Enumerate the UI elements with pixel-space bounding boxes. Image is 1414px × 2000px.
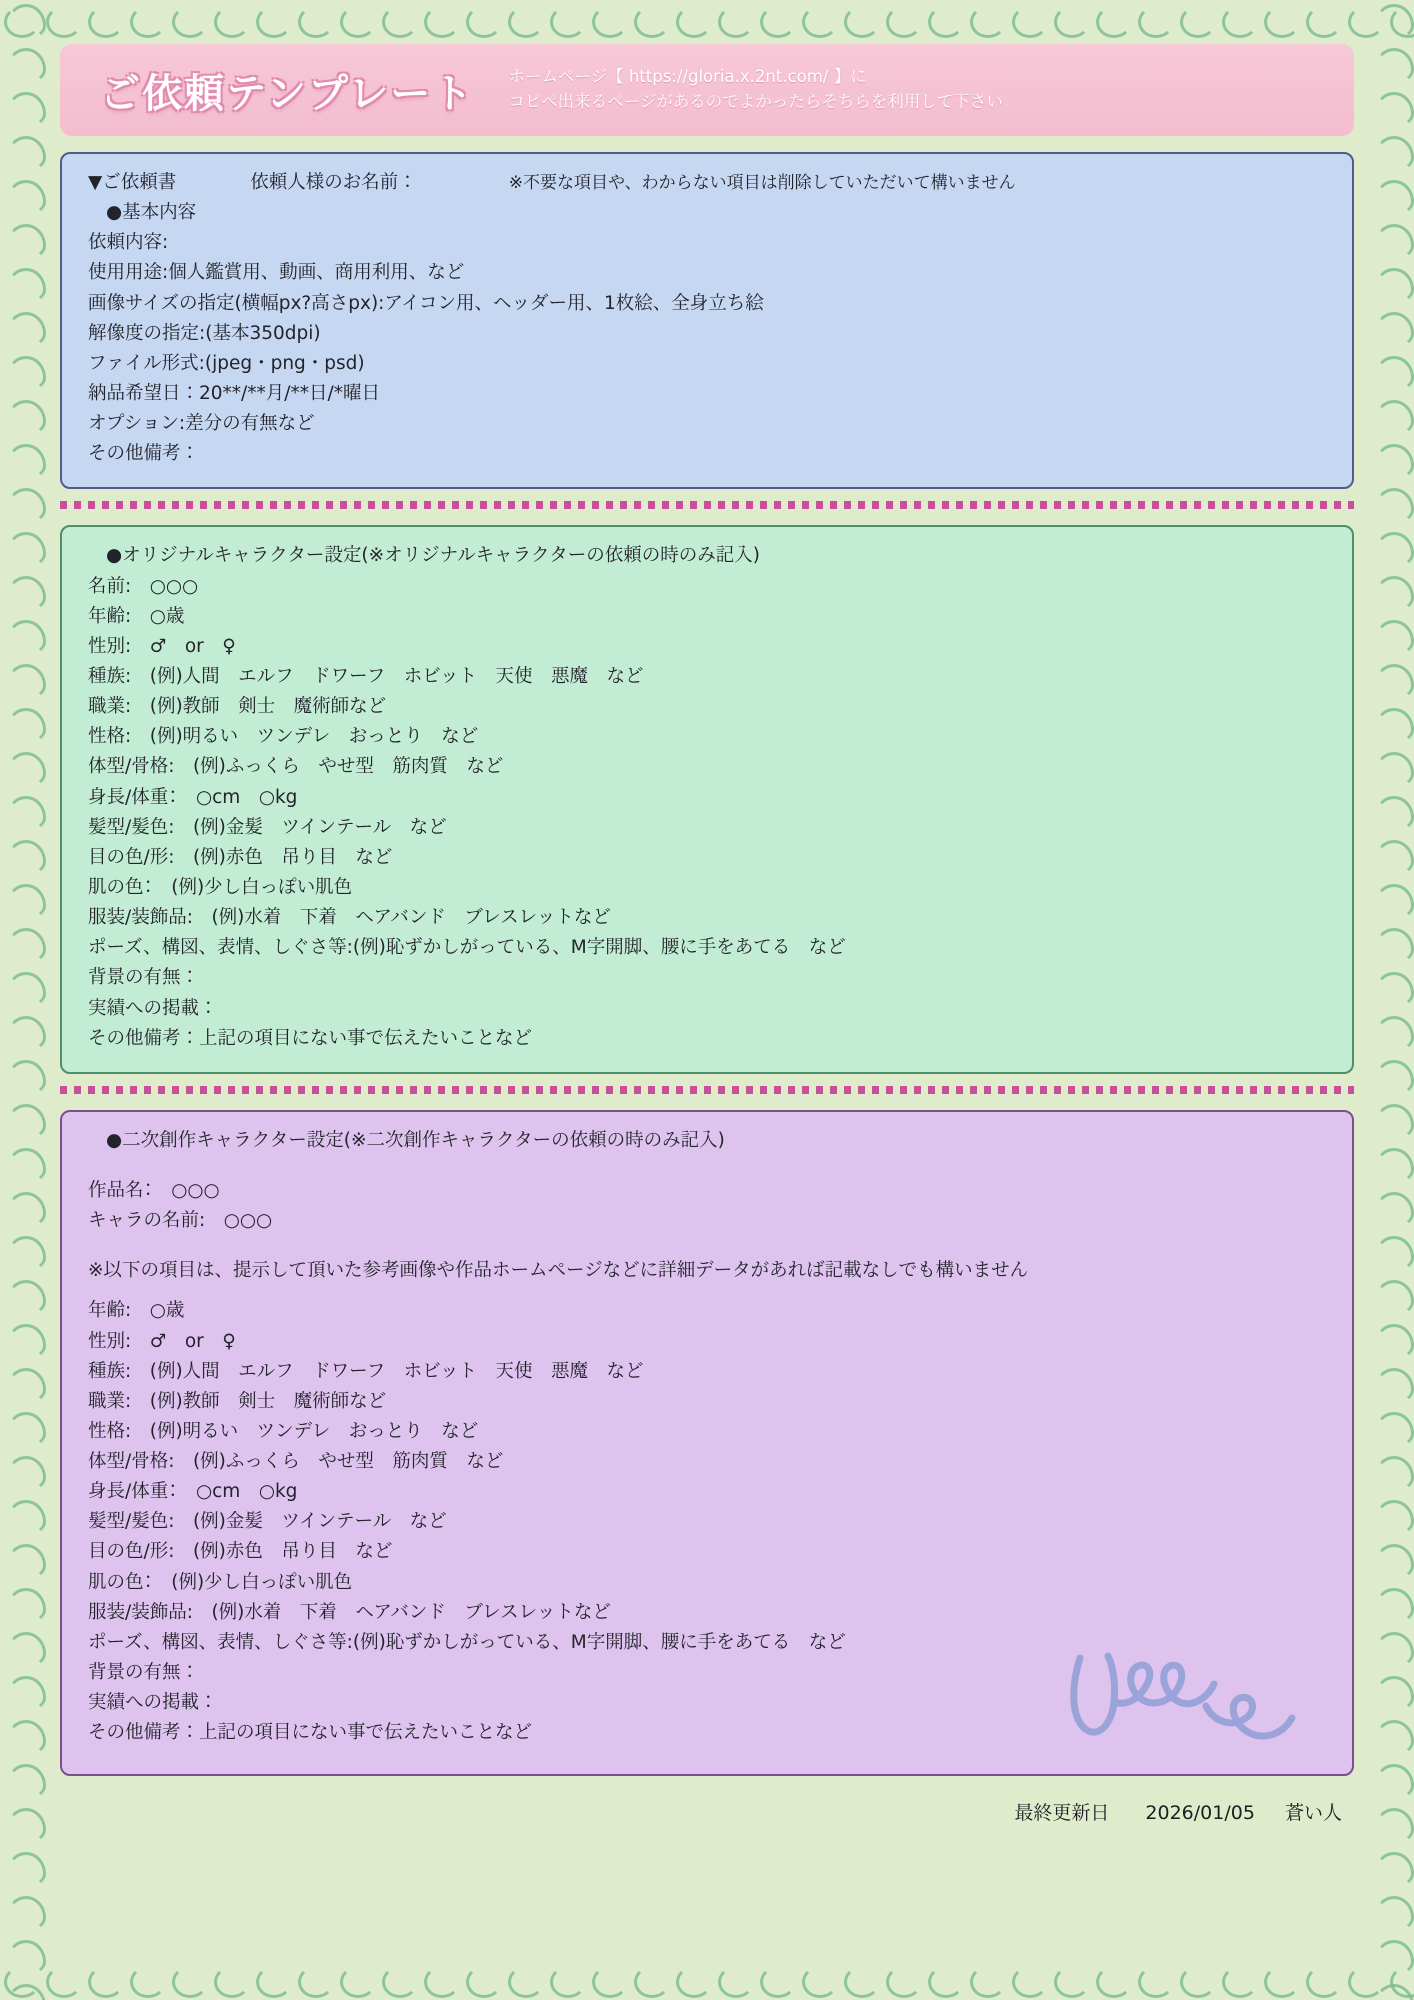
border-squiggle-icon bbox=[1374, 1368, 1414, 1404]
border-squiggle-icon bbox=[1374, 884, 1414, 920]
border-squiggle-icon bbox=[6, 1236, 46, 1272]
original-line: 肌の色： (例)少し白っぽい肌色 bbox=[88, 876, 353, 898]
border-squiggle-icon bbox=[256, 1966, 292, 1998]
border-squiggle-icon bbox=[1374, 1148, 1414, 1184]
border-squiggle-icon bbox=[4, 1966, 40, 1998]
border-squiggle-icon bbox=[298, 1966, 334, 1998]
fan-character-panel bbox=[60, 1110, 1354, 1777]
border-squiggle-icon bbox=[6, 1544, 46, 1580]
border-squiggle-icon bbox=[6, 400, 46, 436]
border-squiggle-icon bbox=[6, 752, 46, 788]
border-squiggle-icon bbox=[6, 268, 46, 304]
border-squiggle-icon bbox=[1374, 972, 1414, 1008]
border-squiggle-icon bbox=[1374, 1896, 1414, 1932]
border-squiggle-icon bbox=[1374, 1588, 1414, 1624]
fan-line: 年齢: ○歳 bbox=[88, 1300, 185, 1322]
border-squiggle-icon bbox=[1374, 444, 1414, 480]
original-line: 目の色/形: (例)赤色 吊り目 など bbox=[88, 846, 393, 868]
border-squiggle-icon bbox=[6, 1632, 46, 1668]
border-squiggle-icon bbox=[1374, 312, 1414, 348]
footer bbox=[60, 1798, 1342, 1825]
border-squiggle-icon bbox=[1138, 1966, 1174, 1998]
border-squiggle-icon bbox=[1374, 1676, 1414, 1712]
section-divider bbox=[60, 1086, 1354, 1094]
border-squiggle-icon bbox=[1374, 532, 1414, 568]
border-squiggle-icon bbox=[1374, 1192, 1414, 1228]
border-squiggle-icon bbox=[6, 1808, 46, 1844]
border-squiggle-icon bbox=[4, 6, 40, 38]
border-squiggle-icon bbox=[1374, 488, 1414, 524]
homepage-note bbox=[508, 65, 1002, 115]
basic-line: 納品希望日：20**/**月/**日/*曜日 bbox=[88, 382, 380, 404]
border-squiggle-icon bbox=[130, 1966, 166, 1998]
border-squiggle-icon bbox=[1374, 1500, 1414, 1536]
fan-line: 髪型/髪色: (例)金髪 ツインテール など bbox=[88, 1511, 447, 1533]
fan-work-title: 作品名： ○○○ bbox=[88, 1179, 220, 1201]
border-squiggle-icon bbox=[1374, 1808, 1414, 1844]
border-squiggle-icon bbox=[6, 444, 46, 480]
fan-line: 肌の色： (例)少し白っぽい肌色 bbox=[88, 1571, 353, 1593]
border-squiggle-icon bbox=[6, 1896, 46, 1932]
fan-character-name: キャラの名前: ○○○ bbox=[88, 1210, 273, 1232]
original-line: 性別: ♂ or ♀ bbox=[88, 635, 236, 657]
request-doc-label: ▼ご依頼書 bbox=[88, 172, 177, 193]
basic-section-title: ●基本内容 bbox=[106, 202, 197, 224]
border-squiggle-icon bbox=[1390, 6, 1414, 38]
border-squiggle-icon bbox=[886, 1966, 922, 1998]
border-squiggle-icon bbox=[6, 1192, 46, 1228]
page-header bbox=[60, 44, 1354, 136]
border-squiggle-icon bbox=[6, 840, 46, 876]
border-squiggle-icon bbox=[844, 1966, 880, 1998]
border-squiggle-icon bbox=[6, 1280, 46, 1316]
border-squiggle-icon bbox=[6, 708, 46, 744]
border-squiggle-icon bbox=[1374, 664, 1414, 700]
border-squiggle-icon bbox=[1374, 1324, 1414, 1360]
border-squiggle-icon bbox=[1374, 1456, 1414, 1492]
basic-line: 解像度の指定:(基本350dpi) bbox=[88, 322, 321, 344]
border-squiggle-icon bbox=[1374, 1280, 1414, 1316]
border-squiggle-icon bbox=[6, 884, 46, 920]
border-squiggle-icon bbox=[1374, 1104, 1414, 1140]
border-squiggle-icon bbox=[6, 928, 46, 964]
fan-section-title: ●二次創作キャラクター設定(※二次創作キャラクターの依頼の時のみ記入) bbox=[106, 1129, 725, 1151]
homepage-note-line1: ホームページ【 https://gloria.x.2nt.com/ 】に bbox=[508, 67, 867, 87]
fan-line: 性格: (例)明るい ツンデレ おっとり など bbox=[88, 1420, 479, 1442]
border-squiggle-icon bbox=[172, 1966, 208, 1998]
original-character-panel bbox=[60, 525, 1354, 1073]
fan-line: 体型/骨格: (例)ふっくら やせ型 筋肉質 など bbox=[88, 1451, 504, 1473]
border-squiggle-icon bbox=[1348, 1966, 1384, 1998]
border-squiggle-icon bbox=[1374, 1720, 1414, 1756]
border-squiggle-icon bbox=[1264, 1966, 1300, 1998]
border-squiggle-icon bbox=[6, 224, 46, 260]
border-squiggle-icon bbox=[1374, 796, 1414, 832]
border-squiggle-icon bbox=[1390, 1966, 1414, 1998]
border-squiggle-icon bbox=[6, 1720, 46, 1756]
fan-line: 服装/装飾品: (例)水着 下着 ヘアバンド ブレスレットなど bbox=[88, 1601, 611, 1623]
fan-line: 実績への掲載： bbox=[88, 1692, 218, 1714]
fan-line: 身長/体重： ○cm ○kg bbox=[88, 1481, 298, 1503]
border-squiggle-icon bbox=[1374, 400, 1414, 436]
fan-line: 性別: ♂ or ♀ bbox=[88, 1330, 236, 1352]
basic-line: 依頼内容: bbox=[88, 232, 169, 254]
original-line: 性格: (例)明るい ツンデレ おっとり など bbox=[88, 726, 479, 748]
border-squiggle-icon bbox=[6, 796, 46, 832]
border-squiggle-icon bbox=[6, 312, 46, 348]
border-squiggle-icon bbox=[1374, 1852, 1414, 1888]
border-squiggle-icon bbox=[1374, 620, 1414, 656]
author-name: 蒼い人 bbox=[1284, 1802, 1342, 1825]
border-squiggle-icon bbox=[6, 1324, 46, 1360]
border-squiggle-icon bbox=[6, 972, 46, 1008]
border-squiggle-icon bbox=[6, 1764, 46, 1800]
template-page bbox=[46, 30, 1368, 1970]
border-squiggle-icon bbox=[760, 1966, 796, 1998]
border-squiggle-icon bbox=[1374, 92, 1414, 128]
section-divider bbox=[60, 501, 1354, 509]
border-squiggle-icon bbox=[1012, 1966, 1048, 1998]
border-squiggle-icon bbox=[1374, 928, 1414, 964]
border-squiggle-icon bbox=[6, 532, 46, 568]
original-section-title: ●オリジナルキャラクター設定(※オリジナルキャラクターの依頼の時のみ記入) bbox=[106, 545, 760, 567]
border-squiggle-icon bbox=[1180, 1966, 1216, 1998]
page-title: ご依頼テンプレート bbox=[100, 70, 475, 117]
fan-line: 種族: (例)人間 エルフ ドワーフ ホビット 天使 悪魔 など bbox=[88, 1360, 644, 1382]
request-form-header-row bbox=[88, 168, 1326, 198]
border-squiggle-icon bbox=[6, 1368, 46, 1404]
border-squiggle-icon bbox=[508, 1966, 544, 1998]
border-squiggle-icon bbox=[6, 1588, 46, 1624]
fan-line: ポーズ、構図、表情、しぐさ等:(例)恥ずかしがっている、M字開脚、腰に手をあてる など bbox=[88, 1631, 846, 1653]
border-squiggle-icon bbox=[1222, 1966, 1258, 1998]
border-squiggle-icon bbox=[634, 1966, 670, 1998]
original-line: ポーズ、構図、表情、しぐさ等:(例)恥ずかしがっている、M字開脚、腰に手をあてる など bbox=[88, 937, 846, 959]
border-squiggle-icon bbox=[6, 92, 46, 128]
original-line: 職業: (例)教師 剣士 魔術師など bbox=[88, 696, 387, 718]
fan-line: 背景の有無： bbox=[88, 1662, 200, 1684]
border-squiggle-icon bbox=[6, 1060, 46, 1096]
border-squiggle-icon bbox=[6, 1456, 46, 1492]
original-line: 年齢: ○歳 bbox=[88, 605, 185, 627]
original-line: 身長/体重： ○cm ○kg bbox=[88, 786, 298, 808]
fan-line: その他備考：上記の項目にない事で伝えたいことなど bbox=[88, 1722, 533, 1744]
client-name-label: 依頼人様のお名前： bbox=[250, 172, 417, 193]
fan-notice: ※以下の項目は、提示して頂いた参考画像や作品ホームページなどに詳細データがあれば記載なしでも構いません bbox=[88, 1260, 1029, 1282]
border-squiggle-icon bbox=[6, 1104, 46, 1140]
border-squiggle-icon bbox=[1374, 708, 1414, 744]
original-line: 実績への掲載： bbox=[88, 997, 218, 1019]
border-squiggle-icon bbox=[1374, 840, 1414, 876]
border-squiggle-icon bbox=[1374, 180, 1414, 216]
last-updated-label: 最終更新日 bbox=[1014, 1802, 1110, 1825]
basic-info-panel bbox=[60, 152, 1354, 489]
border-squiggle-icon bbox=[424, 1966, 460, 1998]
fan-line: 目の色/形: (例)赤色 吊り目 など bbox=[88, 1541, 393, 1563]
border-squiggle-icon bbox=[6, 620, 46, 656]
border-squiggle-icon bbox=[6, 48, 46, 84]
border-squiggle-icon bbox=[6, 664, 46, 700]
border-squiggle-icon bbox=[1374, 1412, 1414, 1448]
border-squiggle-icon bbox=[6, 1852, 46, 1888]
border-squiggle-icon bbox=[1054, 1966, 1090, 1998]
basic-line: 画像サイズの指定(横幅px?高さpx):アイコン用、ヘッダー用、1枚絵、全身立ち絵 bbox=[88, 292, 764, 314]
border-squiggle-icon bbox=[1374, 1016, 1414, 1052]
border-squiggle-icon bbox=[550, 1966, 586, 1998]
border-squiggle-icon bbox=[1306, 1966, 1342, 1998]
border-squiggle-icon bbox=[340, 1966, 376, 1998]
fan-line: 職業: (例)教師 剣士 魔術師など bbox=[88, 1390, 387, 1412]
border-squiggle-icon bbox=[1374, 1544, 1414, 1580]
original-line: その他備考：上記の項目にない事で伝えたいことなど bbox=[88, 1027, 533, 1049]
border-squiggle-icon bbox=[6, 1412, 46, 1448]
border-squiggle-icon bbox=[802, 1966, 838, 1998]
border-squiggle-icon bbox=[970, 1966, 1006, 1998]
border-squiggle-icon bbox=[6, 136, 46, 172]
border-squiggle-icon bbox=[1374, 356, 1414, 392]
basic-line: オプション:差分の有無など bbox=[88, 413, 315, 435]
border-squiggle-icon bbox=[6, 1148, 46, 1184]
border-squiggle-icon bbox=[592, 1966, 628, 1998]
border-squiggle-icon bbox=[1374, 1764, 1414, 1800]
original-line: 名前: ○○○ bbox=[88, 575, 199, 597]
homepage-note-line2: コピペ出来るページがあるのでよかったらそちらを利用して下さい bbox=[508, 92, 1003, 111]
border-squiggle-icon bbox=[928, 1966, 964, 1998]
original-line: 服装/装飾品: (例)水着 下着 ヘアバンド ブレスレットなど bbox=[88, 907, 611, 929]
border-squiggle-icon bbox=[88, 1966, 124, 1998]
border-squiggle-icon bbox=[718, 1966, 754, 1998]
left-border-decoration bbox=[0, 0, 46, 2000]
border-squiggle-icon bbox=[466, 1966, 502, 1998]
border-squiggle-icon bbox=[46, 1966, 82, 1998]
optional-fields-note: ※不要な項目や、わからない項目は削除していただいて構いません bbox=[508, 173, 1016, 193]
border-squiggle-icon bbox=[1374, 268, 1414, 304]
border-squiggle-icon bbox=[1374, 576, 1414, 612]
border-squiggle-icon bbox=[1374, 224, 1414, 260]
border-squiggle-icon bbox=[1374, 1632, 1414, 1668]
border-squiggle-icon bbox=[6, 488, 46, 524]
border-squiggle-icon bbox=[6, 1016, 46, 1052]
border-squiggle-icon bbox=[214, 1966, 250, 1998]
border-squiggle-icon bbox=[1096, 1966, 1132, 1998]
right-border-decoration bbox=[1368, 0, 1414, 2000]
border-squiggle-icon bbox=[6, 1500, 46, 1536]
border-squiggle-icon bbox=[382, 1966, 418, 1998]
border-squiggle-icon bbox=[676, 1966, 712, 1998]
border-squiggle-icon bbox=[1374, 48, 1414, 84]
border-squiggle-icon bbox=[1374, 752, 1414, 788]
border-squiggle-icon bbox=[6, 1676, 46, 1712]
border-squiggle-icon bbox=[6, 180, 46, 216]
border-squiggle-icon bbox=[6, 356, 46, 392]
border-squiggle-icon bbox=[1374, 1236, 1414, 1272]
border-squiggle-icon bbox=[6, 576, 46, 612]
basic-line: 使用用途:個人鑑賞用、動画、商用利用、など bbox=[88, 262, 465, 284]
basic-line: ファイル形式:(jpeg・png・psd) bbox=[88, 352, 365, 374]
border-squiggle-icon bbox=[1374, 1060, 1414, 1096]
original-line: 背景の有無： bbox=[88, 967, 200, 989]
original-line: 髪型/髪色: (例)金髪 ツインテール など bbox=[88, 816, 447, 838]
original-line: 体型/骨格: (例)ふっくら やせ型 筋肉質 など bbox=[88, 756, 504, 778]
last-updated-date: 2026/01/05 bbox=[1145, 1802, 1255, 1825]
basic-line: その他備考： bbox=[88, 443, 200, 465]
border-squiggle-icon bbox=[1374, 136, 1414, 172]
original-line: 種族: (例)人間 エルフ ドワーフ ホビット 天使 悪魔 など bbox=[88, 665, 644, 687]
